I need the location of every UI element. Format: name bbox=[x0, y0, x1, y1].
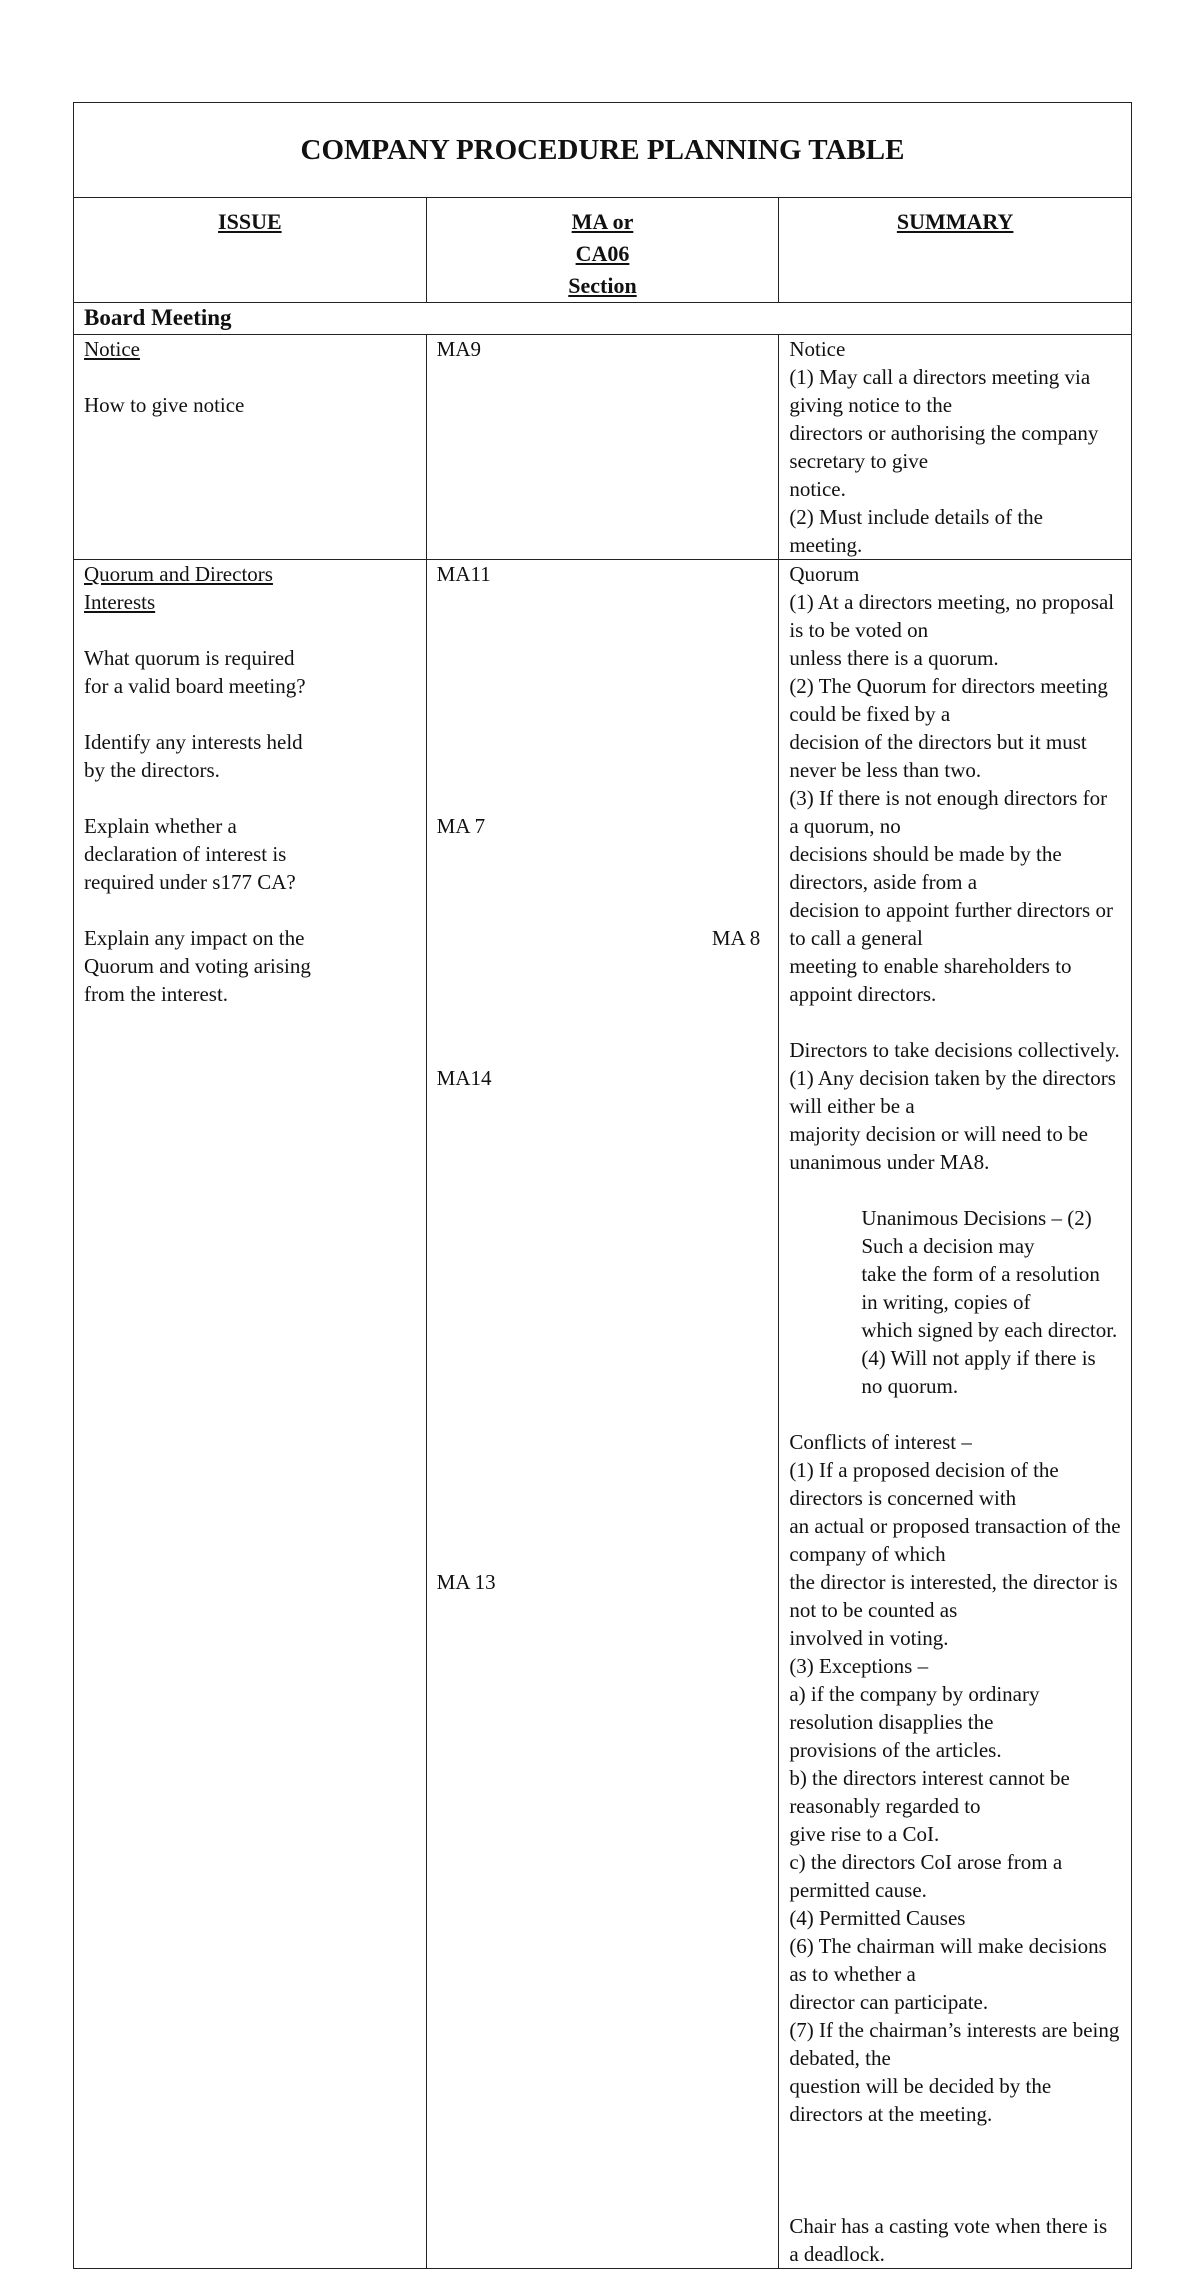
ref-ma11: MA11 bbox=[436, 562, 491, 586]
ref-ma13: MA 13 bbox=[436, 1570, 496, 1594]
header-row bbox=[74, 198, 1132, 303]
document-page bbox=[73, 102, 1132, 2269]
ref-ma8: MA 8 bbox=[711, 926, 761, 950]
section-heading: Board Meeting bbox=[74, 303, 1132, 335]
ma11-summary: Quorum (1) At a directors meeting, no proposal is to be voted on unless there is a quorum. (2) The Quorum for directors meeting could be fixed by a decision of the directors but it must never be less than two. (3) If there is not enough directors for a quorum, no decisions should be made by the directors, aside from a decision to appoint further directors or to call a general meeting to enable shareholders to appoint directors. bbox=[789, 562, 1115, 1006]
table-row bbox=[74, 335, 1132, 560]
quorum-summary-cell bbox=[779, 560, 1132, 2269]
ma14-summary: Conflicts of interest – (1) If a proposed decision of the directors is concerned with an actual or proposed transaction of the company of which the director is interested, the director is not to be counted as involved in voting. (3) Exceptions – a) if the company by ordinary resolution disapplies the provisions of the articles. b) the directors interest cannot be reasonably regarded to give rise to a CoI. c) the directors CoI arose from a permitted cause. (4) Permitted Causes (6) The chairman will make decisions as to whether a director can participate. (7) If the chairman’s interests are being debated, the question will be decided by the directors at the meeting. bbox=[789, 1430, 1121, 2126]
table-title: COMPANY PROCEDURE PLANNING TABLE bbox=[74, 103, 1132, 198]
procedure-table bbox=[73, 102, 1132, 2269]
notice-issue-title: Notice bbox=[84, 337, 140, 361]
notice-ref-cell: MA9 bbox=[426, 335, 779, 560]
ref-ma7: MA 7 bbox=[436, 814, 486, 838]
notice-issue-question: How to give notice bbox=[84, 393, 245, 417]
notice-summary-cell: Notice (1) May call a directors meeting via giving notice to the directors or authorising the company secretary to give notice. (2) Must include details of the meeting. bbox=[779, 335, 1132, 560]
table-row bbox=[74, 560, 1132, 2269]
ma13-summary: Chair has a casting vote when there is a deadlock. bbox=[789, 2214, 1108, 2266]
summary-header: SUMMARY bbox=[779, 198, 1132, 303]
quorum-issue-cell: Quorum and Directors Interests What quorum is required for a valid board meeting? Identify any interests held by the directors. Explain whether a declaration of interest is required under s177 CA? Explain any impact on the Quorum and voting arising from the interest. bbox=[74, 560, 427, 2269]
issue-header: ISSUE bbox=[74, 198, 427, 303]
ref-ma14: MA14 bbox=[436, 1066, 492, 1090]
notice-issue-cell bbox=[74, 335, 427, 560]
ma7-summary: Directors to take decisions collectively. (1) Any decision taken by the directors will either be a majority decision or will need to be unanimous under MA8. bbox=[789, 1038, 1120, 1174]
quorum-ref-cell bbox=[426, 560, 779, 2269]
section-row bbox=[74, 303, 1132, 335]
section-header: MA or CA06 Section bbox=[426, 198, 779, 303]
ma8-summary: Unanimous Decisions – (2) Such a decision may take the form of a resolution in writing, copies of which signed by each director. (4) Will not apply if there is no quorum. bbox=[861, 1206, 1118, 1398]
